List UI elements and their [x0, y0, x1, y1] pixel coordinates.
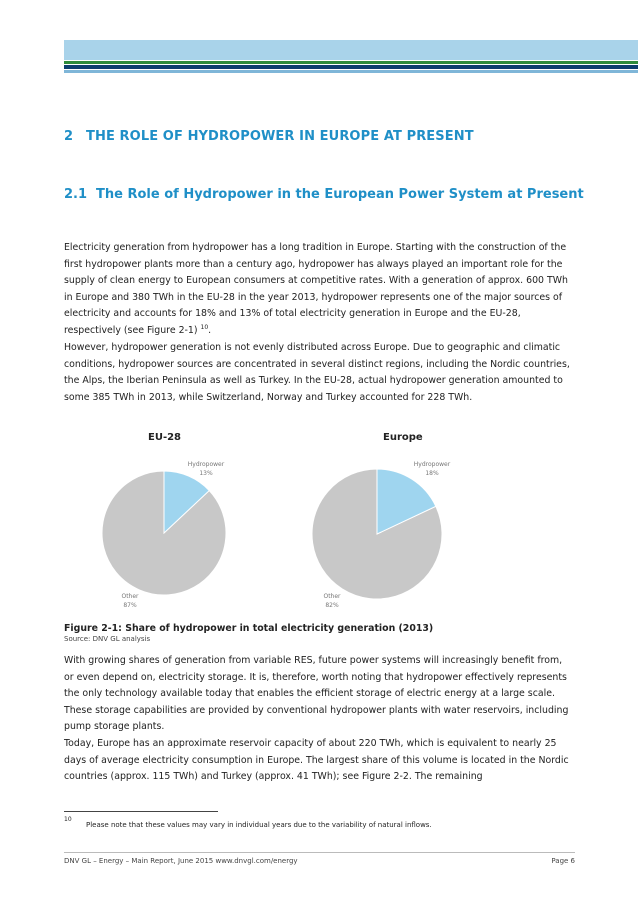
paragraph-1-text: Electricity generation from hydropower has a long tradition in Europe. Starting with the construction of the first hydropower plants more than a century ago, hydropower has always played an important role for the supply of clean energy to European consumers at competitive rates. With a generation of approx. 600 TWh in Europe and 380 TWh in the EU-28 in the year 2013, hydropower represents one of the major sources of electricity and accounts for 18% and 13% of total electricity generation in Europe and the EU-28, respectively (see Figure 2-1)	[64, 242, 568, 336]
paragraph-1	[64, 240, 574, 339]
pie-europe	[312, 461, 451, 609]
header-band	[64, 40, 638, 60]
figure-caption: Figure 2-1: Share of hydropower in total electricity generation (2013)	[64, 623, 434, 634]
pie-label-europe-other-value: 82%	[325, 602, 339, 609]
subsection-number: 2.1	[64, 187, 88, 202]
pie-eu28	[102, 461, 226, 609]
pie-label-eu28-other-name: Other	[121, 593, 139, 600]
footnote-text: Please note that these values may vary in individual years due to the variability of natural inflows.	[86, 821, 432, 829]
section-title: THE ROLE OF HYDROPOWER IN EUROPE AT PRESENT	[86, 129, 474, 144]
subsection-title: The Role of Hydropower in the European Power System at Present	[96, 187, 584, 202]
header-stripe-lightblue	[64, 70, 638, 73]
footer-rule	[64, 852, 575, 853]
paragraph-2: However, hydropower generation is not evenly distributed across Europe. Due to geographic and climatic conditions, hydropower sources are concentrated in several distinct regions, including the Nordic countries, the Alps, the Iberian Peninsula as well as Turkey. In the EU-28, actual hydropower generation amounted to some 385 TWh in 2013, while Switzerland, Norway and Turkey accounted for 228 TWh.	[64, 342, 570, 403]
section-heading	[64, 129, 604, 144]
pie-label-eu28-hydropower-name: Hydropower	[187, 461, 225, 468]
chart-title-eu28: EU-28	[148, 432, 182, 443]
figure-source: Source: DNV GL analysis	[64, 635, 151, 643]
footnote-rule	[64, 811, 218, 812]
page-number: Page 6	[551, 857, 575, 865]
footnote-number: 10	[64, 816, 72, 823]
subsection-heading	[64, 186, 584, 204]
paragraph-4: Today, Europe has an approximate reservoir capacity of about 220 TWh, which is equivalent to nearly 25 days of average electricity consumption in Europe. The largest share of this volume is located in the Nordic countries (approx. 115 TWh) and Turkey (approx. 41 TWh); see Figure 2-2. The remaining	[64, 738, 569, 782]
pie-charts	[0, 450, 638, 615]
section-number: 2	[64, 129, 74, 144]
header-stripe-green	[64, 61, 638, 64]
pie-label-eu28-other-value: 87%	[123, 602, 137, 609]
paragraph-3: With growing shares of generation from variable RES, future power systems will increasingly benefit from, or even depend on, electricity storage. It is, therefore, worth noting that hydropower effectively represents the only technology available today that enables the efficient storage of electric energy at a large scale. These storage capabilities are provided by conventional hydropower plants with water reservoirs, including pump storage plants.	[64, 655, 569, 732]
header-stripe-navy	[64, 65, 638, 69]
pie-label-eu28-hydropower-value: 13%	[199, 470, 213, 477]
pie-label-europe-hydropower-name: Hydropower	[413, 461, 451, 468]
pie-label-europe-other-name: Other	[323, 593, 341, 600]
pie-label-europe-hydropower-value: 18%	[425, 470, 439, 477]
chart-title-europe: Europe	[383, 432, 423, 443]
footnote-reference: 10	[200, 323, 209, 331]
paragraph-1-end: .	[208, 324, 212, 336]
footer-left-text: DNV GL – Energy – Main Report, June 2015 www.dnvgl.com/energy	[64, 857, 298, 865]
